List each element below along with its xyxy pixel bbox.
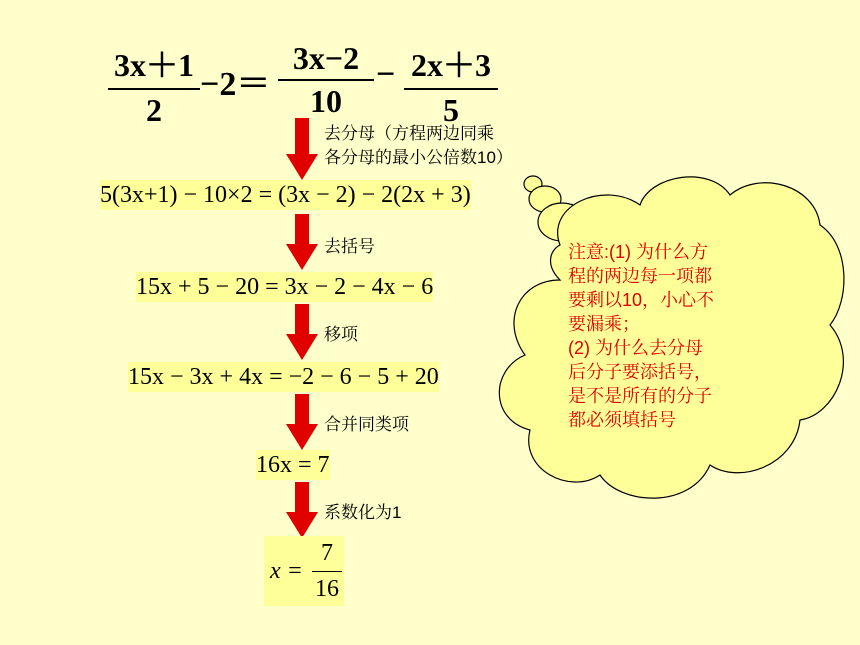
operator-minus: − bbox=[376, 56, 396, 93]
fraction-3-denominator: 5 bbox=[443, 92, 459, 128]
equation-step-5-denominator: 16 bbox=[315, 576, 339, 602]
fraction-3-numerator: 2x＋3 bbox=[410, 47, 491, 83]
equation-step-3: 15x − 3x + 4x = −2 − 6 − 5 + 20 bbox=[128, 364, 439, 390]
step-label-remove-brackets: 去括号 bbox=[324, 237, 375, 256]
note-line: 是不是所有的分子 bbox=[568, 386, 712, 406]
fraction-2-numerator: 3x−2 bbox=[292, 40, 360, 76]
step-label-line: 各分母的最小公倍数10） bbox=[324, 148, 513, 167]
note-line: 都必须填括号 bbox=[568, 410, 676, 430]
fraction-1-numerator: 3x＋1 bbox=[113, 47, 194, 83]
note-line: 程的两边每一项都 bbox=[568, 266, 712, 286]
operator-minus-two-equals: −2＝ bbox=[200, 66, 271, 103]
equation-step-5-numerator: 7 bbox=[321, 540, 333, 566]
equation-step-5-lhs: x = bbox=[270, 558, 303, 584]
fraction-1-denominator: 2 bbox=[146, 92, 162, 128]
note-line: 注意:(1) 为什么方 bbox=[568, 242, 709, 262]
step-label-coefficient-to-one: 系数化为1 bbox=[324, 503, 402, 522]
step-label-line: 去分母（方程两边同乘 bbox=[324, 124, 494, 143]
fraction-2-denominator: 10 bbox=[310, 83, 342, 119]
note-line: 要漏乘； bbox=[568, 314, 640, 334]
note-line: 后分子要添括号， bbox=[568, 362, 712, 382]
equation-step-4: 16x = 7 bbox=[256, 452, 330, 478]
step-label-combine-like-terms: 合并同类项 bbox=[324, 415, 409, 434]
equation-step-1: 5(3x+1) − 10×2 = (3x − 2) − 2(2x + 3) bbox=[100, 182, 471, 208]
note-line: (2) 为什么去分母 bbox=[568, 338, 703, 358]
equation-step-2: 15x + 5 − 20 = 3x − 2 − 4x − 6 bbox=[136, 274, 434, 300]
step-label-transpose: 移项 bbox=[324, 325, 358, 344]
cloud-note-text bbox=[568, 240, 778, 432]
note-line: 要剩以10，小心不 bbox=[568, 290, 715, 310]
